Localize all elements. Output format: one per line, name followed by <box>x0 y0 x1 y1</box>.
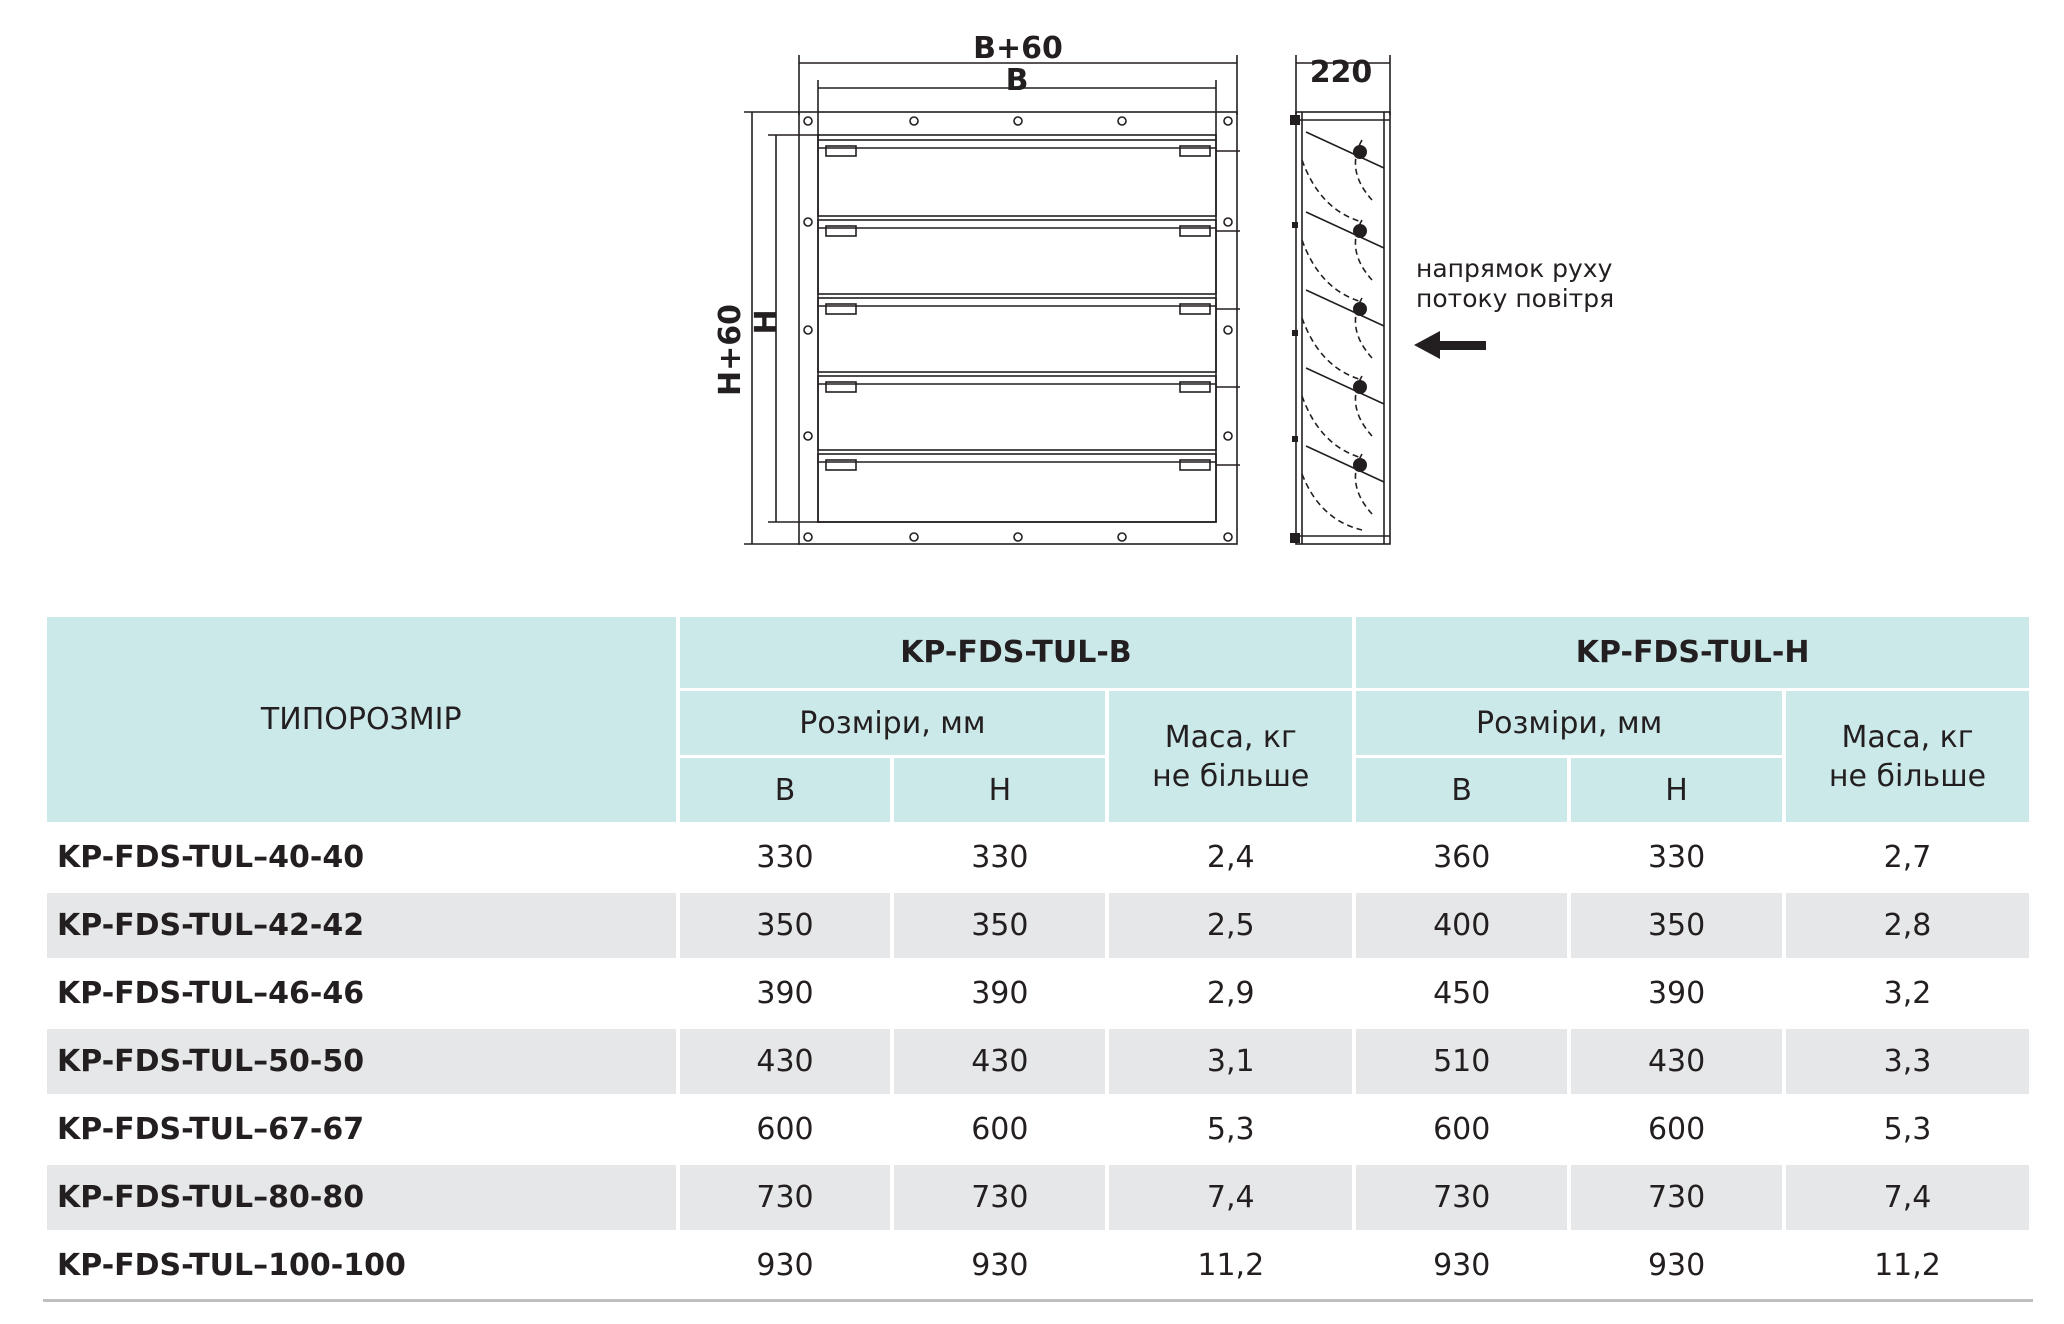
cell-h1: 600 <box>971 1112 1029 1147</box>
row-name: KP-FDS-TUL–80-80 <box>47 1165 676 1230</box>
mass-header-b-line1: Маса, кг <box>1164 719 1297 755</box>
b-col-header-1: B <box>680 758 891 822</box>
cell-m1: 3,1 <box>1109 1029 1352 1094</box>
row-name: KP-FDS-TUL–50-50 <box>47 1029 676 1094</box>
cell-b1: 350 <box>680 893 891 958</box>
h-col-header-2: H <box>1571 758 1782 822</box>
mass-header-h-line2: не більше <box>1828 758 1987 794</box>
cell-m1: 7,4 <box>1109 1165 1352 1230</box>
cell-b1: 600 <box>756 1112 814 1147</box>
cell-m1: 2,9 <box>1206 976 1255 1011</box>
cell-m2: 7,4 <box>1786 1165 2029 1230</box>
row-name: KP-FDS-TUL–100-100 <box>57 1248 406 1283</box>
depth-label: 220 <box>1309 55 1373 90</box>
cell-h1: 730 <box>894 1165 1105 1230</box>
width-inner-label: B <box>1005 63 1029 98</box>
cell-h1: 930 <box>971 1248 1029 1283</box>
cell-h2: 430 <box>1571 1029 1782 1094</box>
mass-header-h <box>1786 691 2029 822</box>
b-col-header-2: B <box>1356 758 1567 822</box>
mass-header-b <box>1109 691 1352 822</box>
cell-b2: 360 <box>1433 840 1491 875</box>
cell-b2: 450 <box>1433 976 1491 1011</box>
cell-b2: 730 <box>1356 1165 1567 1230</box>
cell-h2: 390 <box>1647 976 1706 1011</box>
cell-m2: 11,2 <box>1874 1248 1941 1283</box>
cell-b2: 930 <box>1433 1248 1491 1283</box>
airflow-label-line1: напрямок руху <box>1416 254 1613 283</box>
model-b-header: KP-FDS-TUL-B <box>680 617 1353 688</box>
cell-h2: 730 <box>1571 1165 1782 1230</box>
cell-m2: 5,3 <box>1883 1112 1932 1147</box>
cell-m1: 2,4 <box>1206 840 1255 875</box>
cell-b1: 390 <box>756 976 814 1011</box>
table-body <box>47 825 2029 1298</box>
cell-h1: 330 <box>971 840 1029 875</box>
width-outer-label: B+60 <box>973 31 1063 66</box>
cell-b1: 930 <box>756 1248 814 1283</box>
cell-m2: 3,3 <box>1786 1029 2029 1094</box>
cell-h1: 390 <box>971 976 1029 1011</box>
dims-header-h: Розміри, мм <box>1356 691 1782 755</box>
cell-m1: 11,2 <box>1197 1248 1265 1283</box>
row-name: KP-FDS-TUL–40-40 <box>57 840 365 875</box>
h-col-header-1: H <box>894 758 1105 822</box>
row-name: KP-FDS-TUL–46-46 <box>57 976 365 1011</box>
table-header <box>47 617 2029 822</box>
row-name: KP-FDS-TUL–67-67 <box>57 1112 365 1147</box>
table-row <box>47 1165 2029 1230</box>
row-name: KP-FDS-TUL–42-42 <box>47 893 676 958</box>
dims-header-b: Розміри, мм <box>680 691 1106 755</box>
cell-b2: 400 <box>1356 893 1567 958</box>
spec-table <box>43 614 2033 1301</box>
height-inner-label: H <box>749 309 784 335</box>
height-outer-label: H+60 <box>713 304 748 396</box>
cell-m2: 3,2 <box>1883 976 1932 1011</box>
cell-h1: 430 <box>894 1029 1105 1094</box>
damper-technical-drawing <box>0 0 2064 590</box>
cell-h1: 350 <box>894 893 1105 958</box>
cell-h2: 330 <box>1647 840 1706 875</box>
bottom-rule <box>43 1299 2033 1302</box>
table-row <box>47 1233 2029 1298</box>
table-row <box>47 961 2029 1026</box>
cell-m2: 2,7 <box>1883 840 1932 875</box>
table-row <box>47 1029 2029 1094</box>
table-row <box>47 1097 2029 1162</box>
model-h-header: KP-FDS-TUL-H <box>1356 617 2029 688</box>
mass-header-b-line2: не більше <box>1152 758 1310 794</box>
cell-b1: 430 <box>680 1029 891 1094</box>
cell-h2: 350 <box>1571 893 1782 958</box>
table-row <box>47 893 2029 958</box>
table-row <box>47 825 2029 890</box>
cell-b2: 600 <box>1433 1112 1491 1147</box>
cell-h2: 930 <box>1647 1248 1706 1283</box>
cell-b1: 730 <box>680 1165 891 1230</box>
size-header: ТИПОРОЗМІР <box>47 617 676 822</box>
cell-b1: 330 <box>756 840 814 875</box>
cell-m1: 2,5 <box>1109 893 1352 958</box>
mass-header-h-line1: Маса, кг <box>1841 719 1974 755</box>
cell-m2: 2,8 <box>1786 893 2029 958</box>
cell-h2: 600 <box>1647 1112 1706 1147</box>
airflow-label-line2: потоку повітря <box>1416 284 1615 313</box>
cell-b2: 510 <box>1356 1029 1567 1094</box>
cell-m1: 5,3 <box>1206 1112 1255 1147</box>
